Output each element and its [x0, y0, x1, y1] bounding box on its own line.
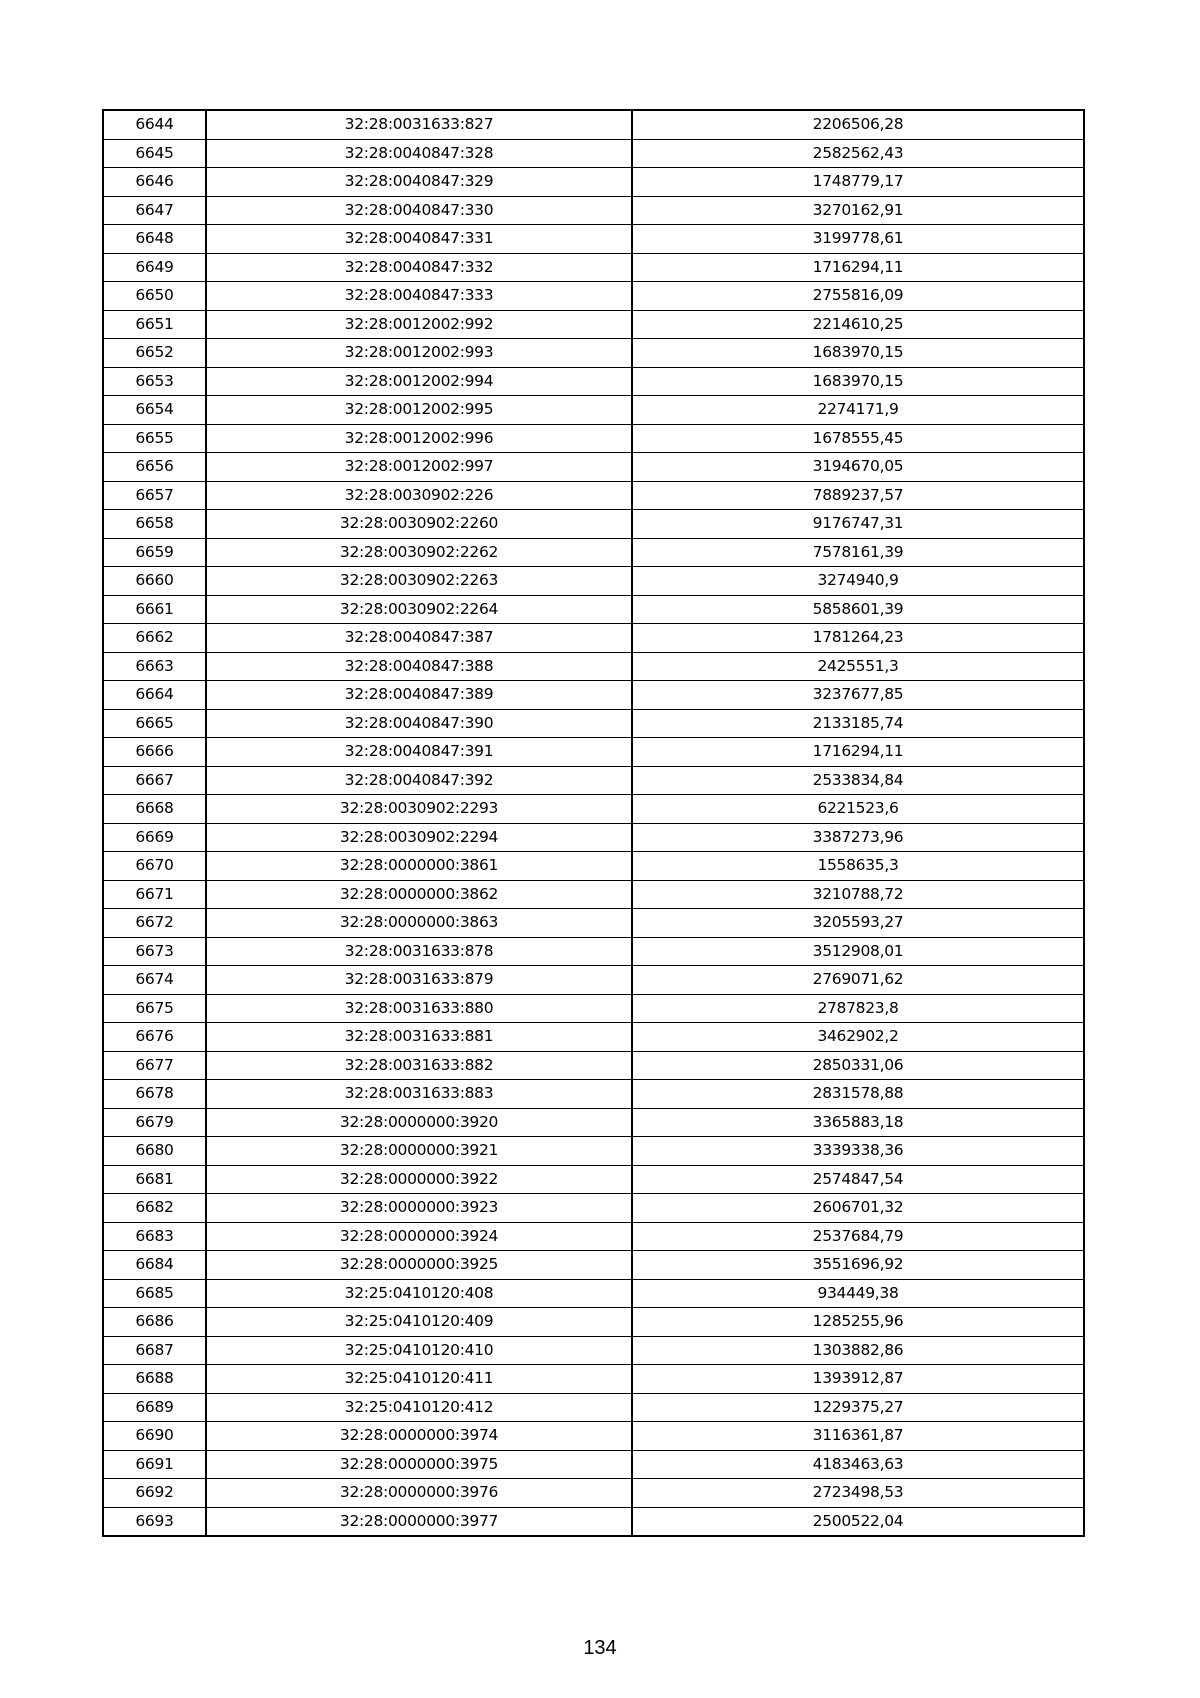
row-number-cell: 6657 — [103, 481, 206, 510]
cadastral-value-cell: 3205593,27 — [632, 909, 1084, 938]
cadastral-number-cell: 32:28:0030902:2293 — [206, 795, 632, 824]
table-row — [103, 1393, 1084, 1422]
cadastral-number-cell: 32:28:0000000:3974 — [206, 1422, 632, 1451]
table-row — [103, 196, 1084, 225]
row-number-cell: 6651 — [103, 310, 206, 339]
cadastral-value-cell: 4183463,63 — [632, 1450, 1084, 1479]
table-row — [103, 282, 1084, 311]
row-number-cell: 6693 — [103, 1507, 206, 1536]
row-number-cell: 6649 — [103, 253, 206, 282]
cadastral-value-cell: 1393912,87 — [632, 1365, 1084, 1394]
cadastral-number-cell: 32:25:0410120:411 — [206, 1365, 632, 1394]
cadastral-value-cell: 1781264,23 — [632, 624, 1084, 653]
cadastral-number-cell: 32:28:0000000:3863 — [206, 909, 632, 938]
row-number-cell: 6672 — [103, 909, 206, 938]
table-row — [103, 139, 1084, 168]
cadastral-value-cell: 2850331,06 — [632, 1051, 1084, 1080]
row-number-cell: 6674 — [103, 966, 206, 995]
table-row — [103, 310, 1084, 339]
row-number-cell: 6691 — [103, 1450, 206, 1479]
table-row — [103, 880, 1084, 909]
cadastral-number-cell: 32:28:0031633:827 — [206, 110, 632, 139]
cadastral-number-cell: 32:28:0000000:3861 — [206, 852, 632, 881]
cadastral-value-cell: 2500522,04 — [632, 1507, 1084, 1536]
cadastral-value-cell: 6221523,6 — [632, 795, 1084, 824]
cadastral-value-cell: 3199778,61 — [632, 225, 1084, 254]
cadastral-number-cell: 32:25:0410120:408 — [206, 1279, 632, 1308]
cadastral-number-cell: 32:28:0000000:3862 — [206, 880, 632, 909]
row-number-cell: 6664 — [103, 681, 206, 710]
cadastral-number-cell: 32:28:0040847:328 — [206, 139, 632, 168]
cadastral-number-cell: 32:28:0040847:330 — [206, 196, 632, 225]
cadastral-number-cell: 32:28:0012002:994 — [206, 367, 632, 396]
cadastral-value-cell: 2214610,25 — [632, 310, 1084, 339]
cadastral-number-cell: 32:28:0000000:3975 — [206, 1450, 632, 1479]
row-number-cell: 6662 — [103, 624, 206, 653]
row-number-cell: 6666 — [103, 738, 206, 767]
row-number-cell: 6688 — [103, 1365, 206, 1394]
row-number-cell: 6654 — [103, 396, 206, 425]
row-number-cell: 6689 — [103, 1393, 206, 1422]
table-row — [103, 1479, 1084, 1508]
table-row — [103, 994, 1084, 1023]
table-row — [103, 1308, 1084, 1337]
table-row — [103, 1450, 1084, 1479]
table-row — [103, 253, 1084, 282]
cadastral-number-cell: 32:28:0012002:993 — [206, 339, 632, 368]
row-number-cell: 6678 — [103, 1080, 206, 1109]
cadastral-number-cell: 32:28:0040847:391 — [206, 738, 632, 767]
cadastral-value-cell: 3365883,18 — [632, 1108, 1084, 1137]
row-number-cell: 6670 — [103, 852, 206, 881]
table-row — [103, 681, 1084, 710]
cadastral-number-cell: 32:28:0040847:387 — [206, 624, 632, 653]
table-row — [103, 1336, 1084, 1365]
cadastral-number-cell: 32:28:0031633:883 — [206, 1080, 632, 1109]
cadastral-number-cell: 32:28:0030902:2294 — [206, 823, 632, 852]
cadastral-number-cell: 32:28:0040847:332 — [206, 253, 632, 282]
table-row — [103, 339, 1084, 368]
table-row — [103, 966, 1084, 995]
cadastral-number-cell: 32:28:0040847:333 — [206, 282, 632, 311]
cadastral-number-cell: 32:28:0040847:388 — [206, 652, 632, 681]
cadastral-value-cell: 3116361,87 — [632, 1422, 1084, 1451]
row-number-cell: 6684 — [103, 1251, 206, 1280]
row-number-cell: 6667 — [103, 766, 206, 795]
row-number-cell: 6661 — [103, 595, 206, 624]
row-number-cell: 6668 — [103, 795, 206, 824]
cadastral-number-cell: 32:28:0031633:881 — [206, 1023, 632, 1052]
table-row — [103, 937, 1084, 966]
cadastral-value-cell: 1229375,27 — [632, 1393, 1084, 1422]
page-number: 134 — [583, 1637, 617, 1659]
cadastral-value-cell: 2206506,28 — [632, 110, 1084, 139]
row-number-cell: 6650 — [103, 282, 206, 311]
cadastral-value-cell: 2133185,74 — [632, 709, 1084, 738]
cadastral-value-cell: 9176747,31 — [632, 510, 1084, 539]
table-row — [103, 1080, 1084, 1109]
row-number-cell: 6646 — [103, 168, 206, 197]
row-number-cell: 6683 — [103, 1222, 206, 1251]
table-row — [103, 481, 1084, 510]
cadastral-value-cell: 2755816,09 — [632, 282, 1084, 311]
row-number-cell: 6660 — [103, 567, 206, 596]
cadastral-number-cell: 32:28:0000000:3922 — [206, 1165, 632, 1194]
cadastral-number-cell: 32:25:0410120:412 — [206, 1393, 632, 1422]
cadastral-value-cell: 934449,38 — [632, 1279, 1084, 1308]
cadastral-value-cell: 3194670,05 — [632, 453, 1084, 482]
cadastral-value-cell: 2274171,9 — [632, 396, 1084, 425]
cadastral-value-cell: 1683970,15 — [632, 339, 1084, 368]
table-row — [103, 1365, 1084, 1394]
row-number-cell: 6685 — [103, 1279, 206, 1308]
row-number-cell: 6675 — [103, 994, 206, 1023]
cadastral-value-table — [102, 109, 1085, 1537]
table-row — [103, 538, 1084, 567]
cadastral-number-cell: 32:28:0000000:3923 — [206, 1194, 632, 1223]
row-number-cell: 6671 — [103, 880, 206, 909]
cadastral-number-cell: 32:28:0040847:392 — [206, 766, 632, 795]
cadastral-value-cell: 2537684,79 — [632, 1222, 1084, 1251]
cadastral-number-cell: 32:28:0030902:2260 — [206, 510, 632, 539]
table-row — [103, 823, 1084, 852]
cadastral-value-cell: 1716294,11 — [632, 738, 1084, 767]
table-row — [103, 1279, 1084, 1308]
cadastral-number-cell: 32:28:0012002:996 — [206, 424, 632, 453]
table-row — [103, 1222, 1084, 1251]
table-row — [103, 1165, 1084, 1194]
row-number-cell: 6644 — [103, 110, 206, 139]
cadastral-number-cell: 32:28:0030902:2263 — [206, 567, 632, 596]
cadastral-number-cell: 32:28:0031633:882 — [206, 1051, 632, 1080]
table-row — [103, 1507, 1084, 1536]
table-row — [103, 852, 1084, 881]
table-row — [103, 453, 1084, 482]
cadastral-value-cell: 1683970,15 — [632, 367, 1084, 396]
table-row — [103, 795, 1084, 824]
table-row — [103, 1251, 1084, 1280]
table-row — [103, 567, 1084, 596]
cadastral-value-cell: 1303882,86 — [632, 1336, 1084, 1365]
table-row — [103, 110, 1084, 139]
cadastral-value-cell: 2831578,88 — [632, 1080, 1084, 1109]
cadastral-value-cell: 3210788,72 — [632, 880, 1084, 909]
cadastral-number-cell: 32:28:0012002:992 — [206, 310, 632, 339]
cadastral-value-cell: 3512908,01 — [632, 937, 1084, 966]
row-number-cell: 6677 — [103, 1051, 206, 1080]
cadastral-number-cell: 32:28:0000000:3924 — [206, 1222, 632, 1251]
cadastral-value-cell: 1748779,17 — [632, 168, 1084, 197]
row-number-cell: 6673 — [103, 937, 206, 966]
cadastral-number-cell: 32:28:0040847:389 — [206, 681, 632, 710]
cadastral-value-cell: 3270162,91 — [632, 196, 1084, 225]
row-number-cell: 6676 — [103, 1023, 206, 1052]
cadastral-value-cell: 1678555,45 — [632, 424, 1084, 453]
cadastral-number-cell: 32:25:0410120:409 — [206, 1308, 632, 1337]
cadastral-number-cell: 32:28:0030902:226 — [206, 481, 632, 510]
cadastral-value-cell: 1285255,96 — [632, 1308, 1084, 1337]
table-row — [103, 652, 1084, 681]
row-number-cell: 6663 — [103, 652, 206, 681]
cadastral-value-cell: 3339338,36 — [632, 1137, 1084, 1166]
table-row — [103, 738, 1084, 767]
cadastral-number-cell: 32:28:0000000:3925 — [206, 1251, 632, 1280]
row-number-cell: 6679 — [103, 1108, 206, 1137]
cadastral-number-cell: 32:28:0031633:878 — [206, 937, 632, 966]
cadastral-value-cell: 2582562,43 — [632, 139, 1084, 168]
row-number-cell: 6648 — [103, 225, 206, 254]
cadastral-number-cell: 32:28:0012002:997 — [206, 453, 632, 482]
table-row — [103, 1108, 1084, 1137]
cadastral-value-cell: 3274940,9 — [632, 567, 1084, 596]
row-number-cell: 6686 — [103, 1308, 206, 1337]
cadastral-number-cell: 32:25:0410120:410 — [206, 1336, 632, 1365]
row-number-cell: 6655 — [103, 424, 206, 453]
cadastral-value-cell: 1716294,11 — [632, 253, 1084, 282]
cadastral-value-cell: 2723498,53 — [632, 1479, 1084, 1508]
cadastral-value-cell: 2533834,84 — [632, 766, 1084, 795]
table-row — [103, 424, 1084, 453]
table-row — [103, 168, 1084, 197]
cadastral-value-cell: 1558635,3 — [632, 852, 1084, 881]
cadastral-number-cell: 32:28:0031633:879 — [206, 966, 632, 995]
table-row — [103, 1422, 1084, 1451]
cadastral-value-cell: 3387273,96 — [632, 823, 1084, 852]
cadastral-number-cell: 32:28:0040847:329 — [206, 168, 632, 197]
cadastral-number-cell: 32:28:0012002:995 — [206, 396, 632, 425]
table-row — [103, 624, 1084, 653]
cadastral-value-cell: 7578161,39 — [632, 538, 1084, 567]
cadastral-value-cell: 7889237,57 — [632, 481, 1084, 510]
table-row — [103, 766, 1084, 795]
row-number-cell: 6665 — [103, 709, 206, 738]
row-number-cell: 6653 — [103, 367, 206, 396]
cadastral-value-cell: 5858601,39 — [632, 595, 1084, 624]
table-row — [103, 396, 1084, 425]
table-row — [103, 1023, 1084, 1052]
table-row — [103, 1137, 1084, 1166]
table-row — [103, 595, 1084, 624]
cadastral-number-cell: 32:28:0030902:2262 — [206, 538, 632, 567]
cadastral-number-cell: 32:28:0030902:2264 — [206, 595, 632, 624]
cadastral-number-cell: 32:28:0000000:3921 — [206, 1137, 632, 1166]
table-row — [103, 709, 1084, 738]
cadastral-number-cell: 32:28:0040847:331 — [206, 225, 632, 254]
table-row — [103, 1194, 1084, 1223]
cadastral-value-cell: 2574847,54 — [632, 1165, 1084, 1194]
row-number-cell: 6687 — [103, 1336, 206, 1365]
cadastral-value-cell: 2425551,3 — [632, 652, 1084, 681]
row-number-cell: 6659 — [103, 538, 206, 567]
cadastral-number-cell: 32:28:0000000:3976 — [206, 1479, 632, 1508]
cadastral-value-cell: 2787823,8 — [632, 994, 1084, 1023]
table-row — [103, 225, 1084, 254]
cadastral-number-cell: 32:28:0040847:390 — [206, 709, 632, 738]
cadastral-number-cell: 32:28:0031633:880 — [206, 994, 632, 1023]
cadastral-value-cell: 2606701,32 — [632, 1194, 1084, 1223]
row-number-cell: 6645 — [103, 139, 206, 168]
row-number-cell: 6669 — [103, 823, 206, 852]
cadastral-number-cell: 32:28:0000000:3920 — [206, 1108, 632, 1137]
row-number-cell: 6690 — [103, 1422, 206, 1451]
cadastral-value-cell: 3462902,2 — [632, 1023, 1084, 1052]
table-body — [103, 110, 1084, 1536]
row-number-cell: 6658 — [103, 510, 206, 539]
row-number-cell: 6656 — [103, 453, 206, 482]
table-row — [103, 510, 1084, 539]
row-number-cell: 6682 — [103, 1194, 206, 1223]
row-number-cell: 6647 — [103, 196, 206, 225]
row-number-cell: 6681 — [103, 1165, 206, 1194]
row-number-cell: 6692 — [103, 1479, 206, 1508]
cadastral-value-cell: 2769071,62 — [632, 966, 1084, 995]
table-row — [103, 909, 1084, 938]
cadastral-value-cell: 3237677,85 — [632, 681, 1084, 710]
table-row — [103, 1051, 1084, 1080]
cadastral-value-cell: 3551696,92 — [632, 1251, 1084, 1280]
row-number-cell: 6680 — [103, 1137, 206, 1166]
table-row — [103, 367, 1084, 396]
cadastral-number-cell: 32:28:0000000:3977 — [206, 1507, 632, 1536]
row-number-cell: 6652 — [103, 339, 206, 368]
